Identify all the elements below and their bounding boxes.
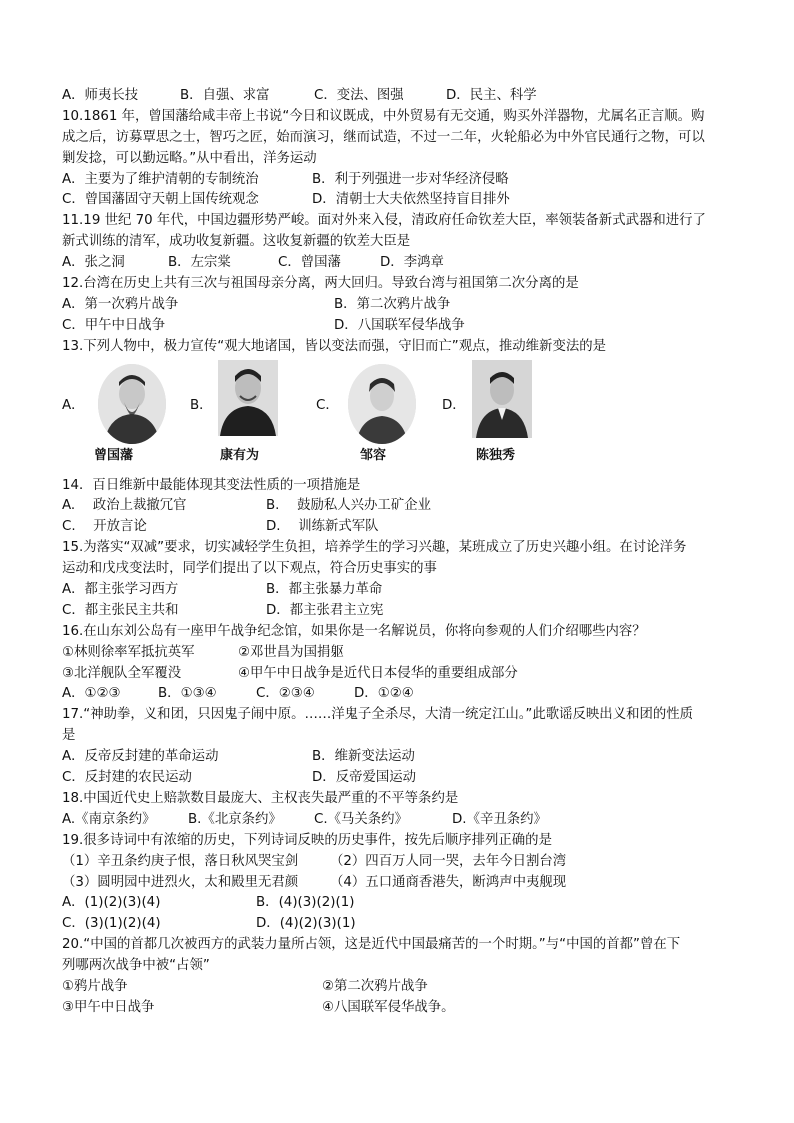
q20-stem-line-2: 列哪两次战争中被“占领” (62, 958, 210, 974)
q12-option-d: D．八国联军侵华战争 (334, 317, 465, 333)
q16-option-d: D．①②④ (354, 686, 414, 702)
q10-options-row-2 (62, 190, 742, 211)
portrait-zeng-guofan (98, 364, 166, 444)
q15-stem-line-1: 15.为落实“双减”要求，切实减轻学生负担，培养学生的学习兴趣，某班成立了历史兴趣小组。在讨论洋务 (62, 540, 687, 556)
q18-stem: 18.中国近代史上赔款数目最庞大、主权丧失最严重的不平等条约是 (62, 790, 459, 806)
q17-stem-line-1: 17.“神助拳，义和团，只因鬼子闹中原。……洋鬼子全杀尽，大清一统定江山。”此歌谣反映出义和团的性质 (62, 707, 694, 723)
q11-stem-line-2: 新式训练的清军，成功收复新疆。这收复新疆的钦差大臣是 (62, 234, 411, 250)
q12-options-row-1 (62, 295, 742, 316)
q13-option-c-letter: C． (316, 397, 339, 413)
q11-option-a: A．张之洞 (62, 255, 125, 271)
q19-option-d: D．(4)(2)(3)(1) (256, 916, 356, 932)
exam-page (62, 86, 742, 1019)
q20-stem-line-1: 20.“中国的首都几次被西方的武装力量所占领，这是近代中国最痛苦的一个时期。”与“中国的首都”曾在下 (62, 937, 681, 953)
q10-stem-line-2: 成之后，访募覃思之士，智巧之匠，始而演习，继而试造，不过一二年，火轮船必为中外官民通行之物，可以 (62, 129, 705, 145)
q16-item-1: ①林则徐率军抵抗英军 (62, 644, 195, 660)
q19-option-b: B．(4)(3)(2)(1) (256, 895, 355, 911)
q16-stem: 16.在山东刘公岛有一座甲午战争纪念馆，如果你是一名解说员，你将向参观的人们介绍哪些内容？ (62, 623, 646, 639)
q18-option-a: A.《南京条约》 (62, 811, 156, 827)
q11-options (62, 253, 742, 274)
q17-option-a: A．反帝反封建的革命运动 (62, 749, 219, 765)
q16-items-row-2 (62, 664, 742, 685)
q18-option-c: C.《马关条约》 (314, 811, 408, 827)
q14-option-b: B. 鼓励私人兴办工矿企业 (266, 498, 431, 514)
q19-item-1: （1）辛丑条约庚子恨，落日秋风哭宝剑 (62, 853, 299, 869)
q20-item-4: ④八国联军侵华战争。 (322, 999, 455, 1015)
q17-options-row-2 (62, 768, 742, 789)
q19-items-row-1 (62, 852, 742, 873)
q12-stem: 12.台湾在历史上共有三次与祖国母亲分离，两大回归。导致台湾与祖国第二次分离的是 (62, 276, 579, 292)
q20-items-row-2 (62, 998, 742, 1019)
q16-option-c: C．②③④ (256, 686, 315, 702)
q14-options-row-1 (62, 496, 742, 517)
q20-item-3: ③甲午中日战争 (62, 999, 155, 1015)
q12-option-c: C．甲午中日战争 (62, 317, 166, 333)
q20-item-2: ②第二次鸦片战争 (322, 978, 428, 994)
q15-options-row-2 (62, 601, 742, 622)
q17-options-row-1 (62, 747, 742, 768)
q14-option-c: C. 开放言论 (62, 519, 147, 535)
q9-options (62, 86, 742, 107)
q14-options-row-2 (62, 517, 742, 538)
q17-option-b: B．维新变法运动 (312, 749, 415, 765)
q16-item-3: ③北洋舰队全军覆没 (62, 665, 182, 681)
q9-option-b: B．自强、求富 (180, 88, 270, 103)
q17-option-d: D．反帝爱国运动 (312, 770, 417, 786)
q20-item-1: ①鸦片战争 (62, 978, 128, 994)
portrait-zou-rong (348, 364, 416, 444)
q13-caption-c: 邹容 (360, 447, 387, 463)
q10-stem-line-3: 剿发捻，可以勤远略。”从中看出，洋务运动 (62, 150, 317, 166)
q15-option-a: A．都主张学习西方 (62, 582, 179, 598)
q9-option-a: A．师夷长技 (62, 88, 139, 103)
q19-item-4: （4）五口通商香港失，断鸿声中夷舰现 (330, 874, 567, 890)
q13-caption-b: 康有为 (220, 447, 260, 463)
q13-option-a-letter: A． (62, 397, 85, 413)
q13-caption-d: 陈独秀 (476, 447, 516, 463)
portrait-kang-youwei (218, 360, 278, 436)
q13-option-b-letter: B． (190, 397, 213, 413)
q10-stem-line-1: 10.1861 年，曾国藩给咸丰帝上书说“今日和议既成，中外贸易有无交通，购买外洋器物，尤属名正言顺。购 (62, 108, 705, 124)
q13-stem: 13.下列人物中，极力宣传“观大地诸国，皆以变法而强，守旧而亡”观点，推动维新变法的是 (62, 338, 607, 354)
q10-option-c: C．曾国藩固守天朝上国传统观念 (62, 192, 259, 208)
q19-item-3: （3）圆明园中进烈火，太和殿里无君颜 (62, 874, 299, 890)
q15-options-row-1 (62, 580, 742, 601)
q12-option-a: A．第一次鸦片战争 (62, 296, 179, 312)
q10-options-row-1 (62, 170, 742, 191)
q18-options (62, 810, 742, 831)
q16-option-b: B．①③④ (158, 686, 217, 702)
q11-option-d: D．李鸿章 (380, 255, 444, 271)
q13-caption-a: 曾国藩 (94, 447, 134, 463)
q16-options (62, 684, 742, 705)
q19-stem: 19.很多诗词中有浓缩的历史，下列诗词反映的历史事件，按先后顺序排列正确的是 (62, 832, 552, 848)
q15-option-b: B．都主张暴力革命 (266, 582, 383, 598)
q17-option-c: C．反封建的农民运动 (62, 770, 192, 786)
q17-stem-line-2: 是 (62, 728, 76, 744)
q19-option-a: A．(1)(2)(3)(4) (62, 895, 161, 911)
portrait-chen-duxiu (472, 360, 532, 438)
q19-item-2: （2）四百万人同一哭，去年今日割台湾 (330, 853, 567, 869)
q18-option-d: D.《辛丑条约》 (452, 811, 547, 827)
q9-option-c: C．变法、图强 (314, 88, 404, 103)
q16-item-2: ②邓世昌为国捐躯 (238, 644, 344, 660)
q11-stem-line-1: 11.19 世纪 70 年代，中国边疆形势严峻。面对外来入侵，清政府任命钦差大臣，率领装备新式武器和进行了 (62, 213, 706, 229)
q18-option-b: B.《北京条约》 (188, 811, 282, 827)
q14-option-d: D. 训练新式军队 (266, 519, 379, 535)
q14-stem: 14．百日维新中最能体现其变法性质的一项措施是 (62, 477, 361, 493)
q14-option-a: A. 政治上裁撤冗官 (62, 498, 187, 514)
q19-option-c: C．(3)(1)(2)(4) (62, 916, 161, 932)
q13-option-d-letter: D． (442, 397, 466, 413)
q15-option-d: D．都主张君主立宪 (266, 602, 384, 618)
q13-portrait-options (62, 360, 742, 472)
q16-option-a: A．①②③ (62, 686, 121, 702)
q20-items-row-1 (62, 977, 742, 998)
q9-option-d: D．民主、科学 (446, 88, 537, 103)
q10-option-b: B．利于列强进一步对华经济侵略 (312, 171, 509, 187)
q15-stem-line-2: 运动和戊戌变法时，同学们提出了以下观点，符合历史事实的事 (62, 561, 437, 577)
q19-items-row-2 (62, 873, 742, 894)
q15-option-c: C．都主张民主共和 (62, 602, 179, 618)
q12-options-row-2 (62, 316, 742, 337)
q19-options-row-2 (62, 914, 742, 935)
q10-option-a: A．主要为了维护清朝的专制统治 (62, 171, 259, 187)
q12-option-b: B．第二次鸦片战争 (334, 296, 451, 312)
q19-options-row-1 (62, 893, 742, 914)
q11-option-b: B．左宗棠 (168, 255, 231, 271)
q11-option-c: C．曾国藩 (278, 255, 341, 271)
q16-items-row-1 (62, 643, 742, 664)
q16-item-4: ④甲午中日战争是近代日本侵华的重要组成部分 (238, 665, 518, 681)
q10-option-d: D．清朝士大夫依然坚持盲目排外 (312, 192, 510, 208)
